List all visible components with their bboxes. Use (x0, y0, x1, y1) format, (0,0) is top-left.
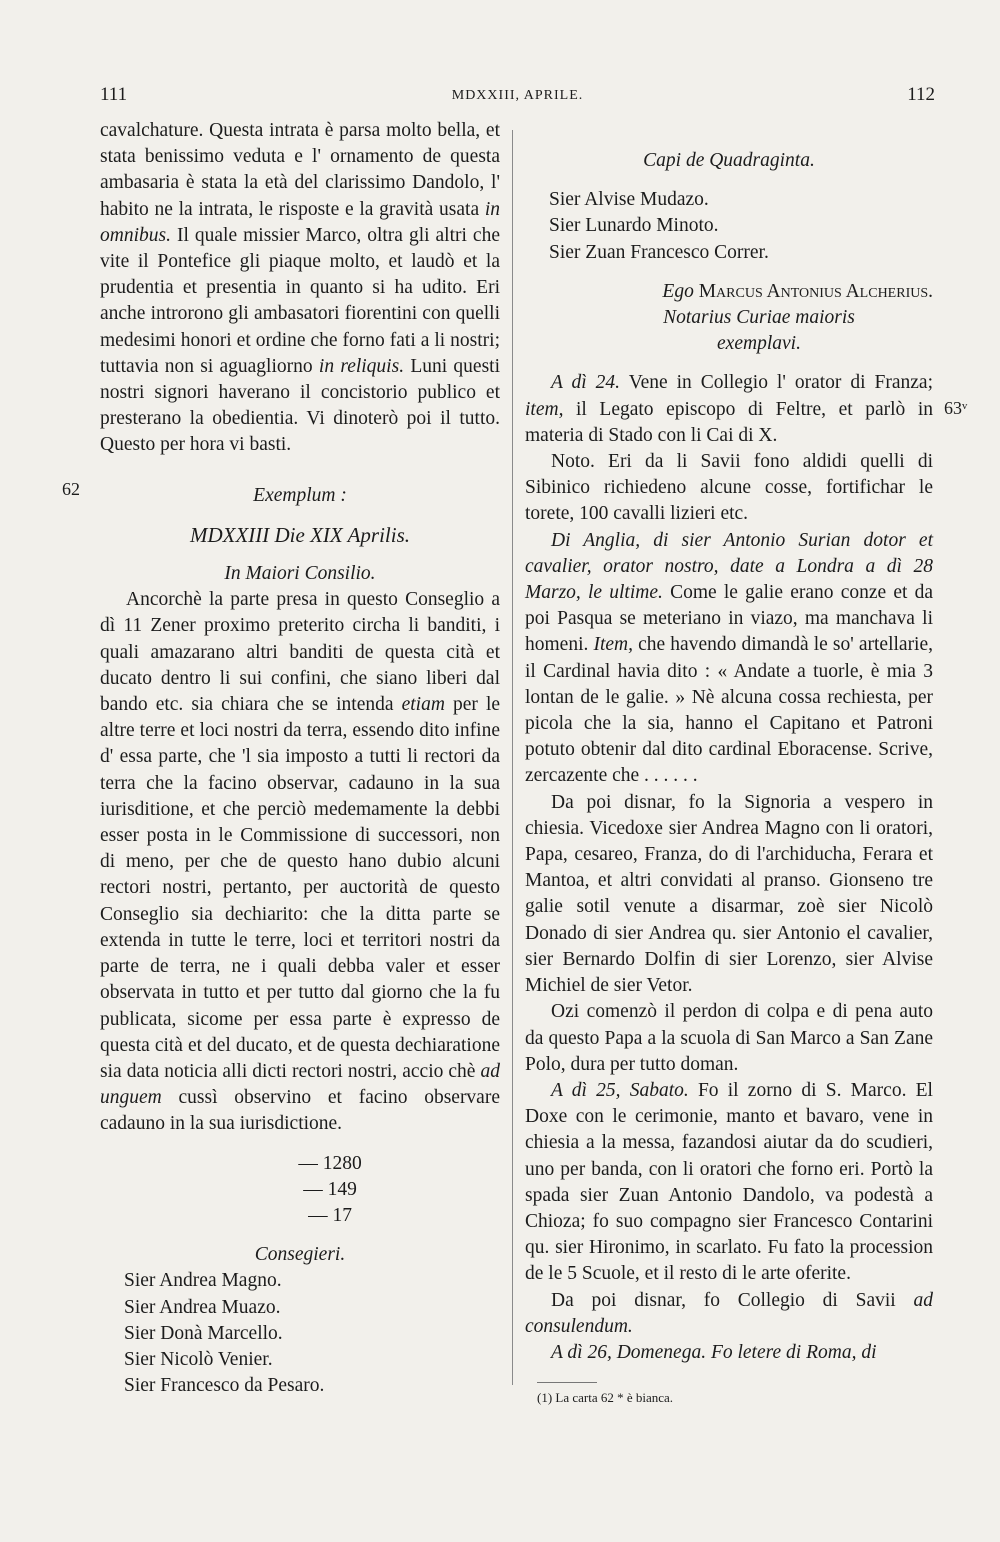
decree-date: MDXXIII Die XIX Aprilis. (189, 522, 411, 547)
paragraph: Da poi disnar, fo Collegio di Savii ad consulendum. (525, 1289, 933, 1337)
list-item: Sier Andrea Muazo. (124, 1296, 281, 1318)
consilio-heading: In Maiori Consilio. (224, 563, 376, 585)
footnote: (1) La carta 62 * è bianca. (537, 1390, 674, 1405)
running-title: MDXXIII, APRILE. (451, 88, 584, 103)
list-item: Sier Francesco da Pesaro. (124, 1375, 325, 1397)
page-number-right: 112 (907, 84, 935, 105)
vote-count: — 149 (303, 1178, 357, 1200)
capi-list (525, 187, 933, 266)
list-item: Sier Andrea Magno. (124, 1270, 282, 1292)
list-item: Sier Lunardo Minoto. (549, 215, 719, 237)
right-column (525, 118, 933, 1366)
paragraph: cavalchature. Questa intrata è parsa molto bella, et stata benissimo veduta e l' ornamento de questa ambasaria è stata la età del clarissimo Dandolo, l' habito ne la intrata, le risposte e la gravità usata in omnibus. Il quale missier Marco, oltra gli altri che vite il Pontefice gli piaque molto, et laudò et la prudentia et presentia in quanto si ha udito. Eri anche introrono gli ambasatori fiorentini con quelli medesimi honori et ordine che forno fati a li nostri; tuttavia non si aguagliorno in reliquis. Luni questi nostri signori haverano il concistorio publico et presterano la obedientia. Vi dinoterò poi il tutto. Questo per hora vi basti. (100, 120, 501, 456)
paragraph: A dì 25, Sabato. Fo il zorno di S. Marco. El Doxe con le cerimonie, manto et bavaro, vene in chiesia a la messa, fazandosi aiutar da do scudieri, uno per banda, con li oratori che forno eri. Portò la spada sier Zuan Antonio Dandolo, va podestà a Chioza; fo suo compagno sier Francesco Contarini qu. sier Hironimo, in scarlato. Fu fato la procession de le 5 Scuole, et il resto di le arte oferite. (525, 1079, 933, 1285)
paragraph: Ancorchè la parte presa in questo Conseglio a dì 11 Zener proximo preterito circha li banditi, i quali amazarano altri banditi de questa cità et ducato dentro li sui confini, che siano liberi dal bando etc. sia chiara che se intenda etiam per le altre terre et loci nostri da terra, essendo dito infine d' essa parte, che 'l sia imposto a tutti li rectori da terra che la facino observar, cadauno in la sua iurisditione, et che perciò medemamente la debbi esser posta in le Commissione di successori, non di meno, per che de questo hano dubio alcuni rectori nostri, pertanto, per auctorità de questo Conseglio sia dechiarito: che la ditta parte se extenda in tutte le terre, loci et territori nostri da parte de terra, ne i quali debba valer et esser observata in tutto et per tutto dal giorno che la fu publicata, sicome per essa parte è expresso de questa cità et del ducato, et de questa dechiaratione sia data noticia alli dicti rectori nostri, accio chè ad unguem cussì observino et facino observare cadauno in la sua iurisdictione. (100, 589, 501, 1135)
capi-heading: Capi de Quadraginta. (643, 150, 815, 171)
signature-line: Ego Marcus Antonius Alcherius. (662, 280, 933, 302)
vote-count: — 1280 (298, 1152, 362, 1174)
page-number-left: 111 (100, 84, 128, 105)
consegieri-heading: Consegieri. (254, 1244, 346, 1266)
vote-tally (100, 1151, 500, 1230)
signature-line: exemplavi. (717, 333, 801, 355)
list-item: Sier Alvise Mudazo. (549, 189, 709, 211)
exemplum-heading: Exemplum : (253, 484, 347, 506)
paragraph: Ozi comenzò il perdon di colpa e di pena auto da questo Papa a la scuola di San Marco a San Zane Polo, dura per tutto doman. (525, 1001, 933, 1075)
list-item: Sier Zuan Francesco Correr. (549, 241, 769, 263)
list-item: Sier Nicolò Venier. (124, 1348, 273, 1370)
paragraph: A dì 26, Domenega. Fo letere di Roma, di (551, 1341, 877, 1363)
margin-note-left: 62 (62, 479, 80, 499)
paragraph: A dì 24. Vene in Collegio l' orator di Franza; item, il Legato episcopo di Feltre, et parlò in materia di Stado con li Cai di X. (525, 372, 934, 446)
list-item: Sier Donà Marcello. (124, 1322, 283, 1344)
vote-count: — 17 (308, 1204, 352, 1226)
paragraph: Da poi disnar, fo la Signoria a vespero in chiesia. Vicedoxe sier Andrea Magno con li oratori, Papa, cesareo, Franza, do di l'archiducha, Ferara et Mantoa, et altri convidati al pranso. Gionseno tre galie sotil venute a disarmar, zoè sier Nicolò Donado di sier Andrea qu. sier Antonio el cavalier, sier Bernardo Dolfin di sier Lorenzo, sier Alvise Michiel de sier Vetor. (525, 791, 933, 997)
signature-line: Notarius Curiae maioris (663, 307, 855, 329)
margin-note-right: 63ᵛ (944, 398, 968, 418)
left-column (100, 118, 500, 1399)
page-header (100, 84, 935, 114)
column-divider (512, 130, 513, 1385)
paragraph: Di Anglia, di sier Antonio Surian dotor et cavalier, orator nostro, date a Londra a dì 28 Marzo, le ultime. Come le galie erano conze et da poi Pasqua se meteriano in viazo, ma manchava li homeni. Item, che havendo dimandà le so' artellarie, il Cardinal havia dito : « Andate a tuorle, è mia 3 lontan de le galie. » Nè alcuna cossa rechiesta, per picola che la sia, hanno el Capitano et Patroni potuto obtenir dal dito cardinal Eboracense. Scrive, zercazente che . . . . . . (525, 529, 934, 787)
consegieri-list (100, 1268, 500, 1399)
footnote-rule (537, 1382, 597, 1383)
paragraph: Noto. Eri da li Savii fono aldidi quelli di Sibinico richiedeno alcune cosse, fortifichar le torete, 100 cavalli lizieri etc. (525, 451, 933, 525)
